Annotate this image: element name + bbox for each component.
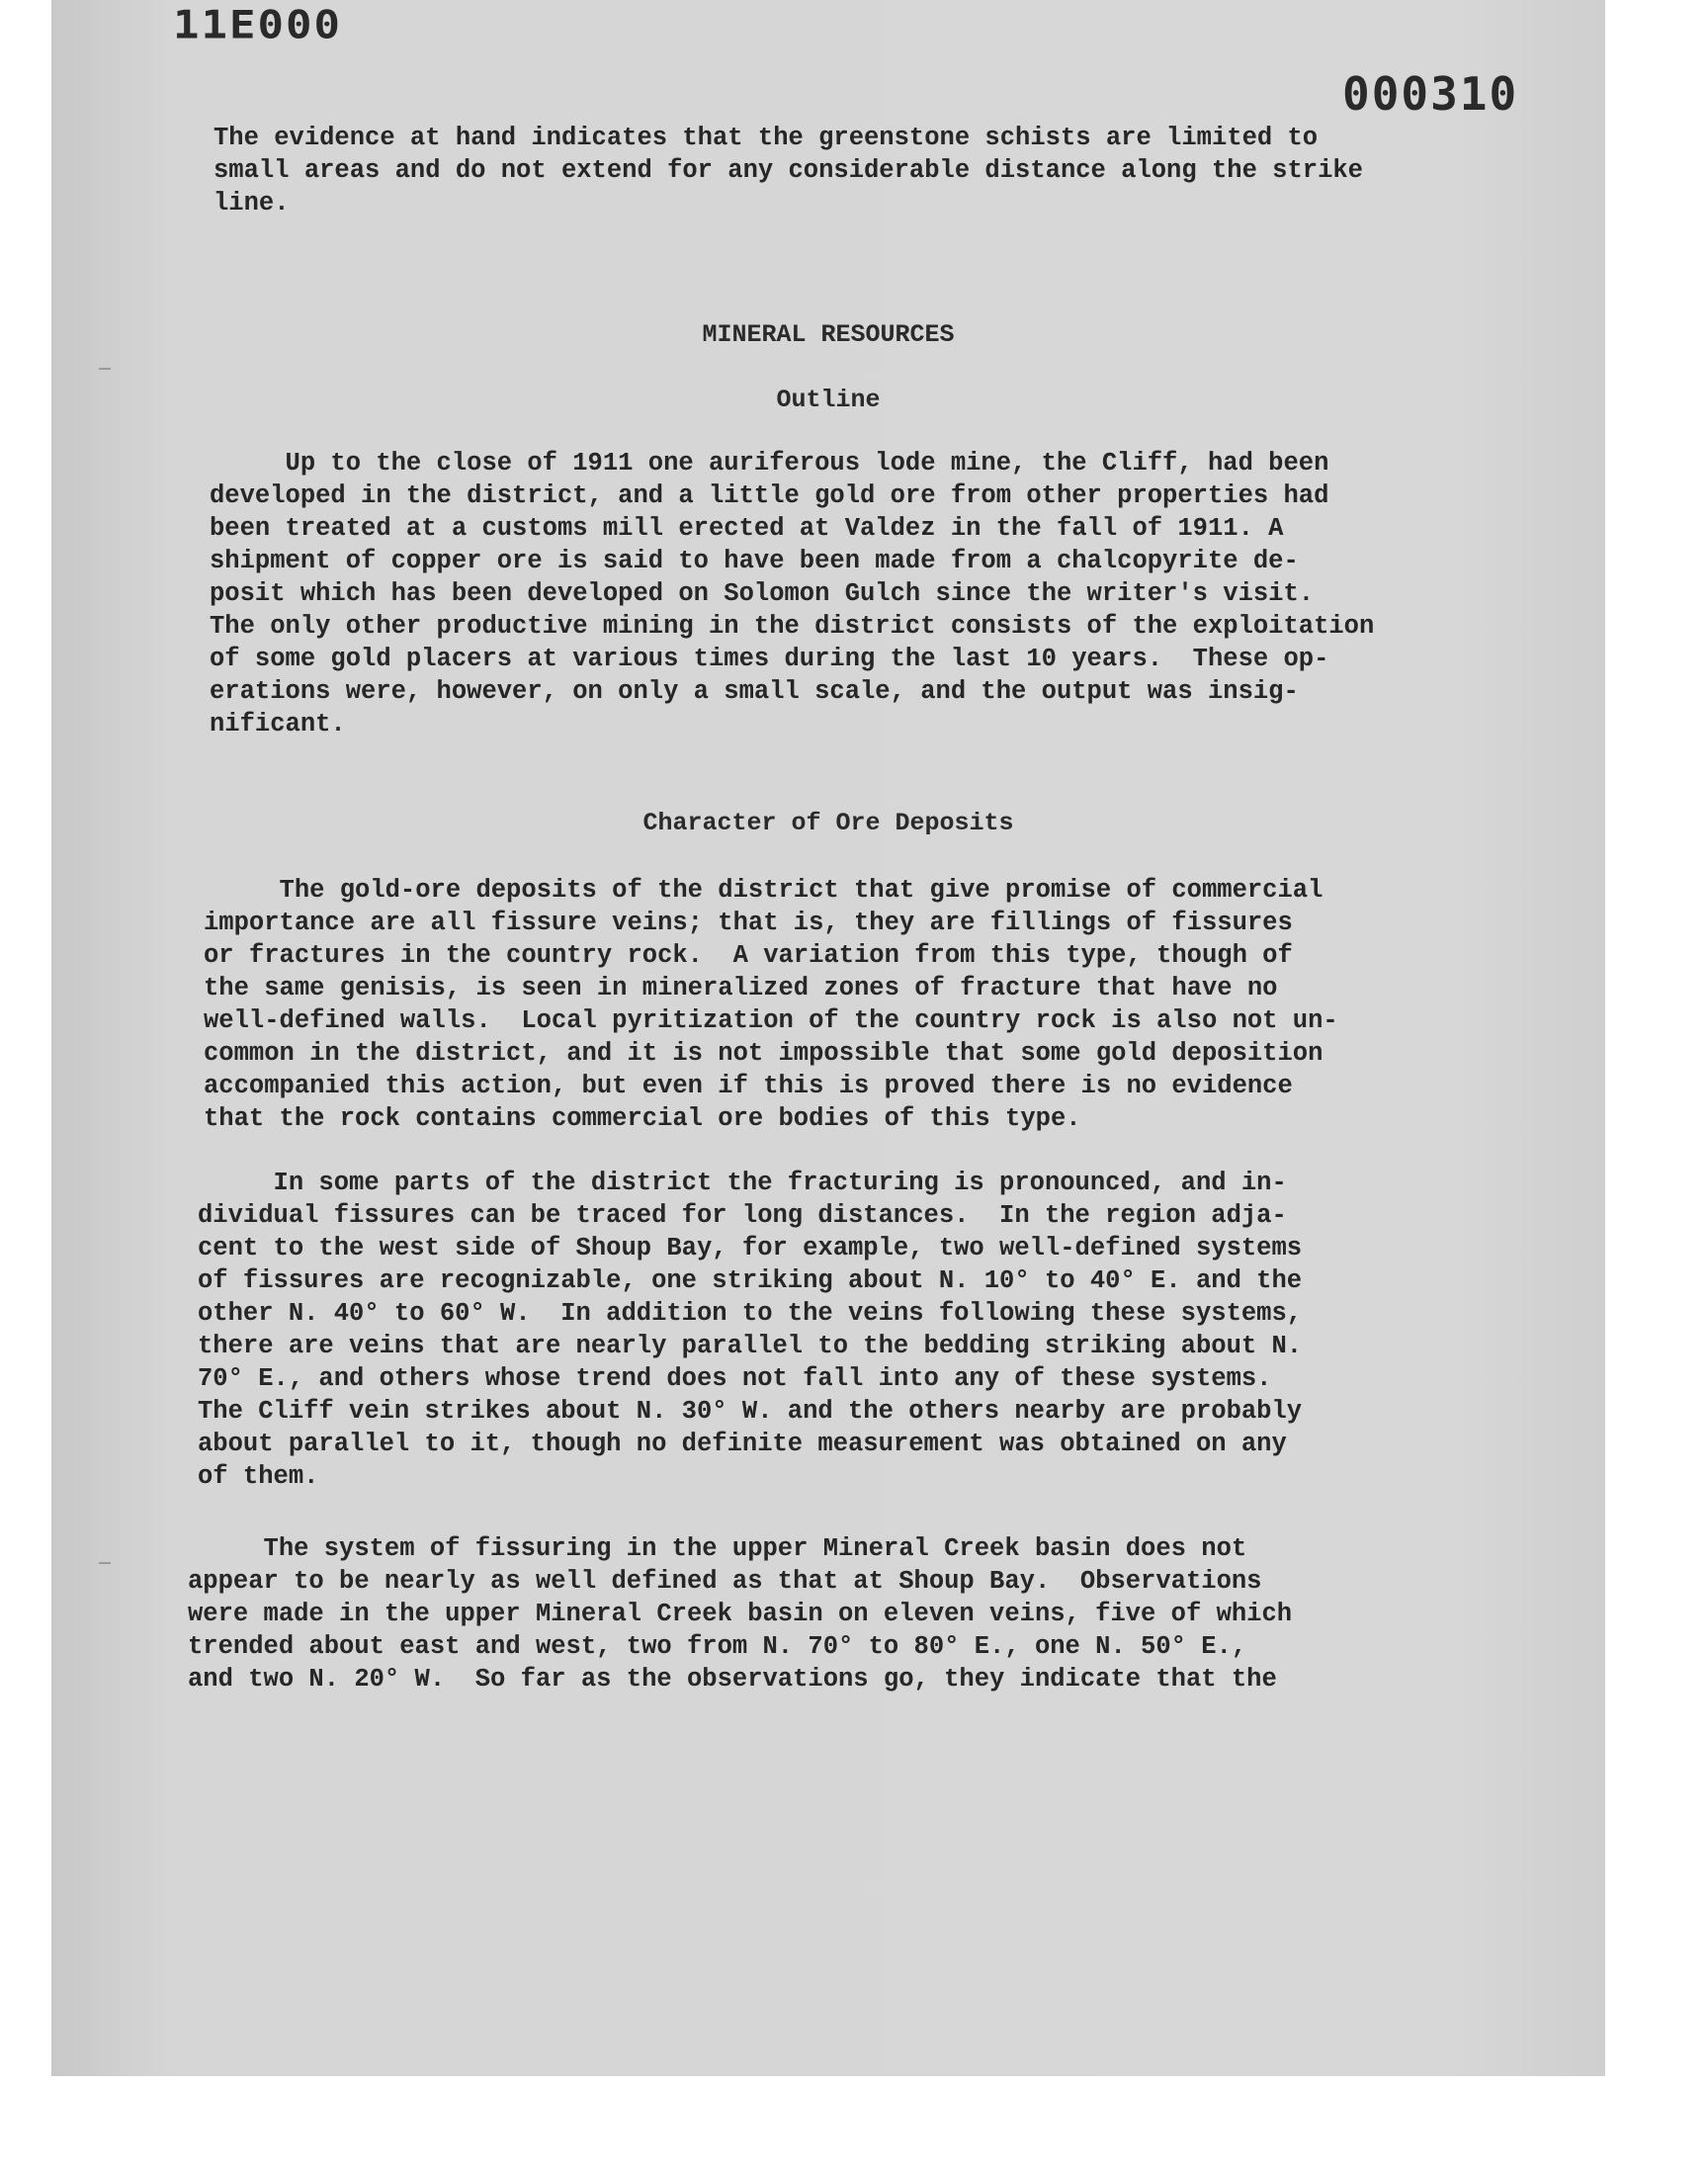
page-number-stamp: 000310 [1342,67,1519,121]
paragraph-greenstone [214,122,1363,219]
text-line: nificant. [210,710,346,739]
text-line: cent to the west side of Shoup Bay, for example, two well-defined systems [198,1234,1303,1262]
paragraph-mineral-creek [188,1532,1292,1696]
text-line: In some parts of the district the fracturing is pronounced, and in- [198,1169,1287,1197]
text-line: other N. 40° to 60° W. In addition to the veins following these systems, [198,1299,1303,1328]
text-line: of some gold placers at various times during the last 10 years. These op- [210,645,1329,673]
text-line: The system of fissuring in the upper Mineral Creek basin does not [188,1534,1247,1563]
text-line: or fractures in the country rock. A variation from this type, though of [204,941,1293,970]
text-line: the same genisis, is seen in mineralized zones of fracture that have no [204,974,1278,1002]
text-line: trended about east and west, two from N. 70° to 80° E., one N. 50° E., [188,1632,1247,1661]
text-line: about parallel to it, though no definite measurement was obtained on any [198,1430,1287,1458]
text-line: that the rock contains commercial ore bodies of this type. [204,1104,1081,1133]
text-line: well-defined walls. Local pyritization of the country rock is also not un- [204,1006,1338,1035]
subheading-outline: Outline [776,386,881,414]
paragraph-gold-ore-deposits [204,874,1338,1135]
text-line: The gold-ore deposits of the district that give promise of commercial [204,876,1324,905]
text-line: 70° E., and others whose trend does not fall into any of these systems. [198,1364,1272,1393]
paragraph-fracturing [198,1167,1302,1493]
text-line: line. [214,189,290,218]
edge-mark [99,1562,111,1564]
text-line: erations were, however, on only a small scale, and the output was insig- [210,677,1299,706]
page-stamp-top-left: 11E000 [173,2,342,48]
text-line: importance are all fissure veins; that is, they are fillings of fissures [204,909,1293,937]
text-line: of them. [198,1462,319,1491]
subheading-character-of-ore-deposits: Character of Ore Deposits [642,809,1014,837]
text-line: shipment of copper ore is said to have been made from a chalcopyrite de- [210,547,1299,575]
text-line: there are veins that are nearly parallel to the bedding striking about N. [198,1332,1303,1360]
text-line: Up to the close of 1911 one auriferous lode mine, the Cliff, had been [210,449,1329,478]
text-line: of fissures are recognizable, one striking about N. 10° to 40° E. and the [198,1266,1303,1295]
text-line: The only other productive mining in the district consists of the exploitation [210,612,1375,641]
text-line: been treated at a customs mill erected at Valdez in the fall of 1911. A [210,514,1284,543]
text-line: were made in the upper Mineral Creek basin on eleven veins, five of which [188,1600,1293,1628]
text-line: accompanied this action, but even if this is proved there is no evidence [204,1072,1293,1100]
text-line: and two N. 20° W. So far as the observations go, they indicate that the [188,1665,1277,1694]
section-heading-mineral-resources: MINERAL RESOURCES [702,320,955,349]
text-line: small areas and do not extend for any considerable distance along the strike [214,156,1363,185]
text-line: The evidence at hand indicates that the greenstone schists are limited to [214,124,1319,152]
edge-mark [99,368,111,370]
text-line: The Cliff vein strikes about N. 30° W. and the others nearby are probably [198,1397,1303,1426]
text-line: common in the district, and it is not impossible that some gold deposition [204,1039,1324,1068]
text-line: posit which has been developed on Solomon Gulch since the writer's visit. [210,579,1315,608]
text-line: appear to be nearly as well defined as that at Shoup Bay. Observations [188,1567,1262,1596]
text-line: dividual fissures can be traced for long distances. In the region adja- [198,1201,1287,1230]
paragraph-outline [210,447,1374,740]
text-line: developed in the district, and a little gold ore from other properties had [210,481,1329,510]
